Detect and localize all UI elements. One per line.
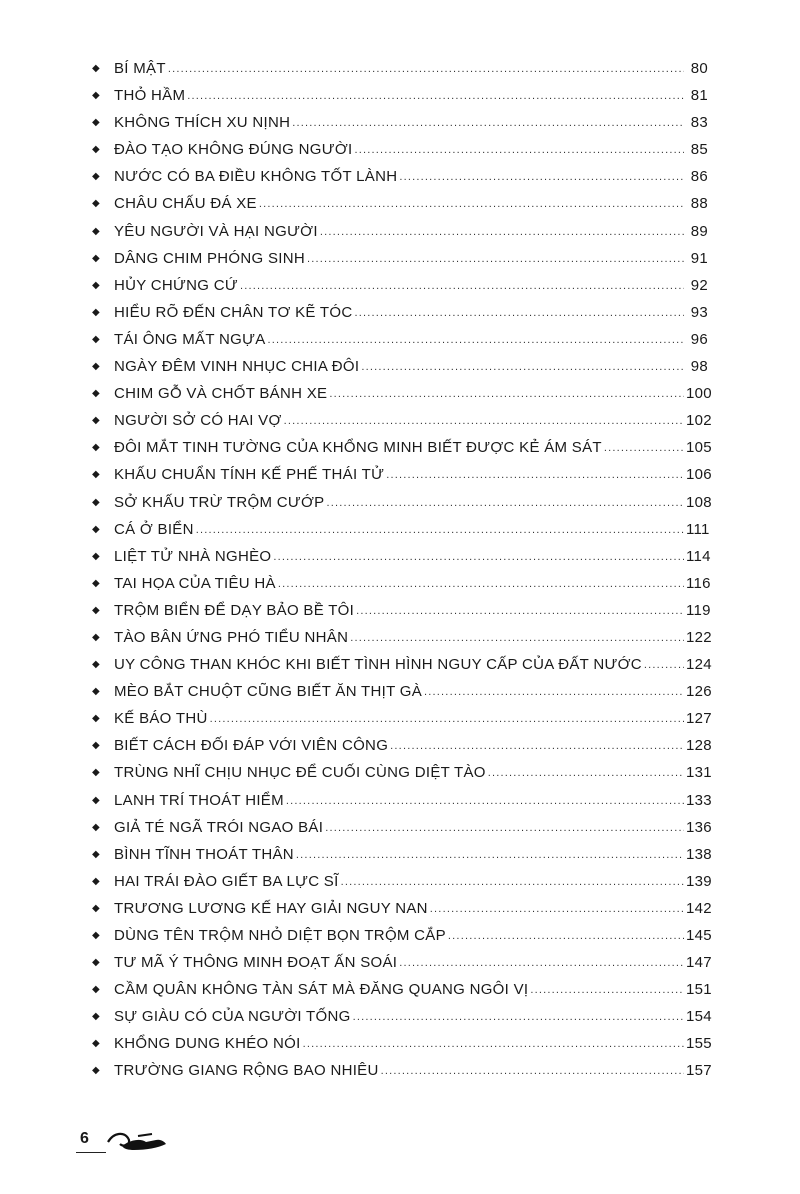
- diamond-bullet-icon: ◆: [92, 333, 100, 345]
- dot-leader: [278, 578, 684, 590]
- toc-entry-page: 114: [686, 547, 711, 565]
- dot-leader: [320, 226, 684, 238]
- dot-leader: [644, 659, 684, 671]
- toc-entry-title: TRƯỜNG GIANG RỘNG BAO NHIÊU: [114, 1062, 379, 1080]
- toc-entry-page: 100: [686, 385, 712, 403]
- toc-entry-page: 128: [686, 737, 712, 755]
- toc-entry-page: 138: [686, 845, 712, 863]
- toc-entry-title: CHIM GỖ VÀ CHỐT BÁNH XE: [114, 385, 328, 403]
- toc-entry-title: KHÔNG THÍCH XU NỊNH: [114, 114, 291, 132]
- diamond-bullet-icon: ◆: [92, 740, 100, 752]
- diamond-bullet-icon: ◆: [92, 659, 100, 671]
- dot-leader: [259, 198, 684, 210]
- toc-entry: [92, 439, 712, 466]
- toc-entry-page: 93: [690, 303, 708, 321]
- toc-entry-title: DÂNG CHIM PHÓNG SINH: [114, 249, 306, 267]
- dot-leader: [488, 767, 684, 779]
- toc-entry-title: NƯỚC CÓ BA ĐIỀU KHÔNG TỐT LÀNH: [114, 168, 398, 186]
- dot-leader: [350, 632, 684, 644]
- dot-leader: [329, 388, 684, 400]
- toc-entry: [92, 927, 712, 954]
- toc-entry-title: CẦM QUÂN KHÔNG TÀN SÁT MÀ ĐĂNG QUANG NGÔI VỊ: [114, 981, 529, 999]
- diamond-bullet-icon: ◆: [92, 848, 100, 860]
- dot-leader: [530, 984, 684, 996]
- toc-entry-title: YÊU NGƯỜI VÀ HẠI NGƯỜI: [114, 222, 318, 240]
- toc-entry: [92, 710, 712, 737]
- toc-entry-page: 145: [686, 927, 712, 944]
- dot-leader: [386, 469, 684, 481]
- diamond-bullet-icon: ◆: [92, 957, 100, 969]
- toc-entry: [92, 954, 712, 981]
- toc-entry-page: 89: [690, 222, 708, 240]
- toc-entry-page: 147: [686, 954, 712, 972]
- toc-entry-page: 142: [686, 899, 712, 917]
- dot-leader: [325, 822, 684, 834]
- toc-entry-page: 81: [690, 87, 708, 105]
- toc-entry: [92, 385, 712, 412]
- diamond-bullet-icon: ◆: [92, 1011, 100, 1023]
- dot-leader: [381, 1065, 684, 1077]
- dot-leader: [390, 740, 684, 752]
- dot-leader: [448, 930, 684, 942]
- toc-entry: [92, 872, 712, 900]
- diamond-bullet-icon: ◆: [92, 523, 100, 535]
- dot-leader: [424, 686, 684, 698]
- toc-entry-page: 108: [686, 493, 712, 511]
- toc-entry-title: NGÀY ĐÊM VINH NHỤC CHIA ĐÔI: [114, 358, 360, 376]
- toc-entry-title: CHÂU CHẤU ĐÁ XE: [114, 195, 257, 213]
- toc-entry: [92, 466, 712, 493]
- toc-entry: [92, 574, 711, 602]
- toc-entry-title: MÈO BẮT CHUỘT CŨNG BIẾT ĂN THỊT GÀ: [114, 683, 423, 701]
- toc-entry-page: 155: [686, 1035, 712, 1053]
- toc-entry: [92, 601, 711, 629]
- toc-entry-title: TAI HỌA CỦA TIÊU HÀ: [114, 574, 276, 592]
- toc-entry: [92, 412, 712, 439]
- diamond-bullet-icon: ◆: [92, 279, 100, 291]
- toc-entry-title: TRÙNG NHĨ CHỊU NHỤC ĐỂ CUỐI CÙNG DIỆT TÀO: [114, 764, 486, 782]
- dot-leader: [356, 605, 684, 617]
- dot-leader: [353, 1011, 684, 1023]
- calligraphy-flourish-icon: [94, 1126, 174, 1161]
- toc-entry-title: THỎ HẦM: [114, 87, 186, 105]
- diamond-bullet-icon: ◆: [92, 821, 100, 833]
- diamond-bullet-icon: ◆: [92, 144, 100, 156]
- dot-leader: [354, 307, 684, 319]
- diamond-bullet-icon: ◆: [92, 631, 100, 643]
- dot-leader: [268, 334, 684, 346]
- diamond-bullet-icon: ◆: [92, 902, 100, 914]
- toc-entry-title: LANH TRÍ THOÁT HIỂM: [114, 791, 284, 809]
- toc-entry-page: 80: [690, 60, 708, 77]
- toc-entry-title: ĐÀO TẠO KHÔNG ĐÚNG NGƯỜI: [114, 141, 353, 159]
- diamond-bullet-icon: ◆: [92, 1038, 100, 1050]
- diamond-bullet-icon: ◆: [92, 550, 100, 562]
- toc-entry: [92, 358, 708, 385]
- diamond-bullet-icon: ◆: [92, 469, 100, 481]
- toc-entry-page: 122: [686, 628, 712, 646]
- toc-entry-title: UY CÔNG THAN KHÓC KHI BIẾT TÌNH HÌNH NGUY CẤP CỦA ĐẤT NƯỚC: [114, 656, 642, 674]
- page-number-underline: [76, 1152, 106, 1153]
- toc-entry-page: 127: [686, 710, 712, 728]
- toc-entry-title: TRỘM BIỂN ĐỂ DẠY BẢO BỀ TÔI: [114, 601, 355, 619]
- page-number: 6: [80, 1130, 89, 1147]
- diamond-bullet-icon: ◆: [92, 90, 100, 102]
- toc-entry: [92, 331, 708, 358]
- toc-entry-page: 96: [690, 330, 708, 348]
- dot-leader: [430, 903, 684, 915]
- diamond-bullet-icon: ◆: [92, 686, 100, 698]
- toc-entry: [92, 845, 712, 873]
- toc-entry-title: KHỔNG DUNG KHÉO NÓI: [114, 1035, 301, 1053]
- diamond-bullet-icon: ◆: [92, 713, 100, 725]
- dot-leader: [354, 144, 684, 156]
- toc-entry-title: LIỆT TỬ NHÀ NGHÈO: [114, 547, 272, 565]
- toc-entry-title: SỰ GIÀU CÓ CỦA NGƯỜI TỐNG: [114, 1008, 351, 1026]
- dot-leader: [326, 497, 684, 509]
- dot-leader: [240, 280, 684, 292]
- dot-leader: [273, 551, 684, 563]
- toc-entry-title: BÍ MẬT: [114, 60, 166, 77]
- toc-entry: [92, 1035, 712, 1062]
- dot-leader: [296, 849, 684, 861]
- toc-entry: [92, 195, 708, 222]
- diamond-bullet-icon: ◆: [92, 604, 100, 616]
- toc-entry: [92, 521, 708, 548]
- diamond-bullet-icon: ◆: [92, 415, 100, 427]
- diamond-bullet-icon: ◆: [92, 117, 100, 129]
- toc-entry: [92, 168, 708, 195]
- toc-entry: [92, 493, 712, 521]
- toc-entry: [92, 250, 708, 277]
- toc-entry: [92, 656, 712, 683]
- dot-leader: [361, 361, 684, 373]
- page-footer: [76, 1126, 176, 1156]
- toc-entry: [92, 547, 711, 575]
- toc-entry-page: 139: [686, 872, 712, 890]
- diamond-bullet-icon: ◆: [92, 361, 100, 373]
- toc-entry-page: 91: [690, 249, 708, 267]
- toc-entry-title: SỞ KHẤU TRỪ TRỘM CƯỚP: [114, 493, 325, 511]
- toc-entry: [92, 791, 712, 819]
- toc-entry: [92, 114, 708, 141]
- toc-entry: [92, 818, 712, 846]
- dot-leader: [341, 876, 684, 888]
- dot-leader: [196, 524, 684, 536]
- dot-leader: [303, 1038, 684, 1050]
- toc-entry-page: 151: [686, 981, 712, 999]
- diamond-bullet-icon: ◆: [92, 171, 100, 183]
- diamond-bullet-icon: ◆: [92, 1065, 100, 1077]
- diamond-bullet-icon: ◆: [92, 794, 100, 806]
- toc-entry-page: 111: [686, 520, 710, 538]
- diamond-bullet-icon: ◆: [92, 388, 100, 400]
- toc-entry: [92, 628, 712, 656]
- toc-entry-title: TƯ MÃ Ý THÔNG MINH ĐOẠT ẤN SOÁI: [114, 954, 398, 972]
- toc-entry: [92, 304, 708, 331]
- diamond-bullet-icon: ◆: [92, 252, 100, 264]
- diamond-bullet-icon: ◆: [92, 306, 100, 318]
- toc-entry-title: HỦY CHỨNG CỨ: [114, 276, 238, 294]
- toc-entry-title: BIẾT CÁCH ĐỐI ĐÁP VỚI VIÊN CÔNG: [114, 737, 389, 755]
- diamond-bullet-icon: ◆: [92, 496, 100, 508]
- dot-leader: [399, 957, 684, 969]
- toc-entry-page: 131: [686, 764, 712, 782]
- diamond-bullet-icon: ◆: [92, 63, 100, 74]
- toc-entry-title: TRƯƠNG LƯƠNG KẾ HAY GIẢI NGUY NAN: [114, 899, 428, 917]
- dot-leader: [168, 63, 684, 75]
- toc-entry-page: 119: [686, 601, 711, 619]
- toc-entry: [92, 141, 708, 168]
- toc-entry: [92, 1062, 712, 1089]
- toc-entry-title: BÌNH TĨNH THOÁT THÂN: [114, 845, 294, 863]
- toc-entry-title: NGƯỜI SỞ CÓ HAI VỢ: [114, 412, 282, 430]
- toc-entry-title: ĐÔI MẮT TINH TƯỜNG CỦA KHỔNG MINH BIẾT ĐƯỢC KẺ ÁM SÁT: [114, 439, 602, 457]
- toc-entry-page: 126: [686, 683, 712, 701]
- dot-leader: [307, 253, 684, 265]
- toc-entry: [92, 764, 712, 791]
- diamond-bullet-icon: ◆: [92, 767, 100, 779]
- table-of-contents: [92, 60, 712, 1090]
- toc-entry-page: 154: [686, 1008, 712, 1026]
- diamond-bullet-icon: ◆: [92, 442, 100, 454]
- toc-entry-page: 105: [686, 439, 712, 457]
- toc-entry: [92, 683, 712, 710]
- toc-entry-page: 98: [690, 358, 708, 376]
- toc-entry-page: 116: [686, 574, 711, 592]
- toc-entry-page: 85: [690, 141, 708, 159]
- toc-entry-page: 133: [686, 791, 712, 809]
- toc-entry-page: 136: [686, 818, 712, 836]
- toc-entry-page: 83: [690, 114, 708, 132]
- toc-entry-title: KẾ BÁO THÙ: [114, 710, 208, 728]
- toc-entry: [92, 277, 708, 304]
- diamond-bullet-icon: ◆: [92, 984, 100, 996]
- diamond-bullet-icon: ◆: [92, 930, 100, 941]
- diamond-bullet-icon: ◆: [92, 875, 100, 887]
- toc-entry: [92, 87, 708, 114]
- dot-leader: [284, 415, 684, 427]
- dot-leader: [399, 171, 684, 183]
- dot-leader: [210, 713, 684, 725]
- toc-entry-title: TÀO BÂN ỨNG PHÓ TIỂU NHÂN: [114, 628, 349, 646]
- toc-entry-title: HIỂU RÕ ĐẾN CHÂN TƠ KẼ TÓC: [114, 303, 353, 321]
- toc-entry-page: 157: [686, 1062, 712, 1080]
- diamond-bullet-icon: ◆: [92, 577, 100, 589]
- toc-entry: [92, 223, 708, 250]
- toc-entry: [92, 1008, 712, 1035]
- toc-entry-title: GIẢ TÉ NGÃ TRÓI NGAO BÁI: [114, 818, 324, 836]
- toc-entry: [92, 981, 712, 1008]
- dot-leader: [604, 442, 684, 454]
- toc-entry: [92, 60, 708, 87]
- toc-entry-title: KHẤU CHUẨN TÍNH KẾ PHẾ THÁI TỬ: [114, 466, 385, 484]
- dot-leader: [286, 795, 684, 807]
- toc-entry: [92, 737, 712, 764]
- toc-entry-page: 106: [686, 466, 712, 484]
- toc-entry-page: 86: [690, 168, 708, 186]
- diamond-bullet-icon: ◆: [92, 225, 100, 237]
- toc-entry-page: 124: [686, 656, 712, 674]
- toc-entry: [92, 899, 712, 927]
- toc-entry-title: HAI TRÁI ĐÀO GIẾT BA LỰC SĨ: [114, 872, 339, 890]
- toc-entry-title: TÁI ÔNG MẤT NGỰA: [114, 330, 266, 348]
- toc-entry-page: 102: [686, 412, 712, 430]
- toc-entry-page: 88: [690, 195, 708, 213]
- toc-entry-title: CÁ Ở BIỂN: [114, 520, 194, 538]
- dot-leader: [292, 117, 684, 129]
- dot-leader: [187, 90, 684, 102]
- toc-entry-page: 92: [690, 276, 708, 294]
- diamond-bullet-icon: ◆: [92, 198, 100, 210]
- toc-entry-title: DÙNG TÊN TRỘM NHỎ DIỆT BỌN TRỘM CẮP: [114, 927, 446, 944]
